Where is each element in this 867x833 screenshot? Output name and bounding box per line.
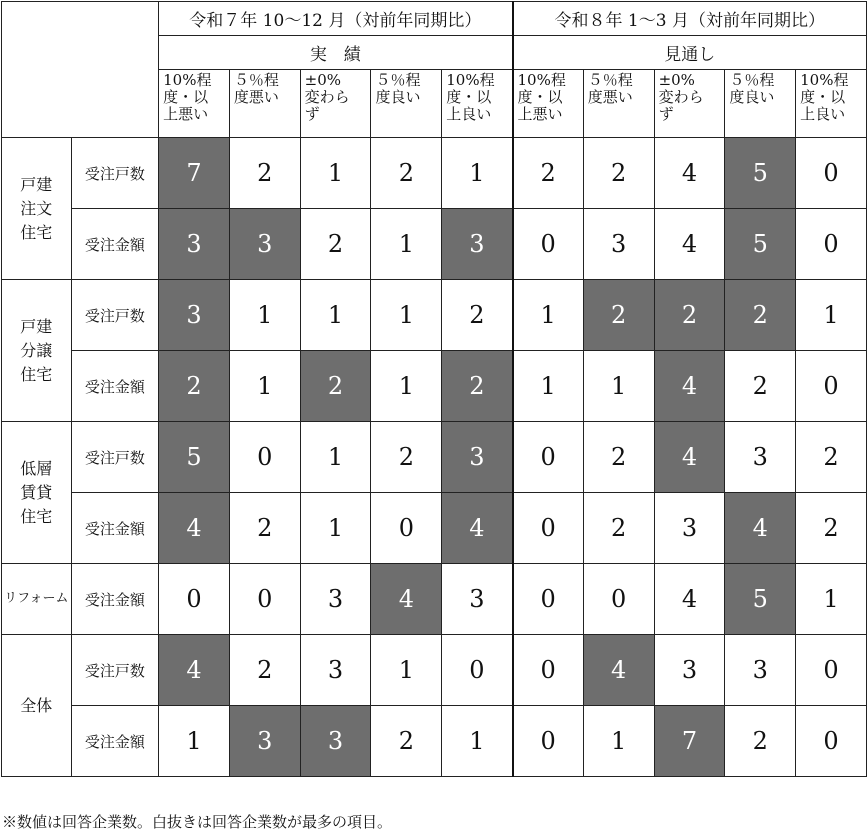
actual-count-cell: 4	[442, 493, 513, 564]
metric-label: 受注金額	[71, 564, 159, 635]
forecast-count-cell: 0	[513, 209, 584, 280]
actual-count-cell: 1	[300, 422, 371, 493]
forecast-count-cell: 4	[654, 351, 725, 422]
forecast-column-header: ５％程 度良い	[725, 70, 796, 138]
forecast-count-cell: 2	[583, 493, 654, 564]
actual-column-header: 10%程 度・以 上悪い	[159, 70, 230, 138]
forecast-column-header: 10%程 度・以 上悪い	[513, 70, 584, 138]
category-label: 戸建 注文 住宅	[2, 138, 72, 280]
forecast-count-cell: 2	[583, 138, 654, 209]
actual-count-cell: 1	[371, 351, 442, 422]
metric-label: 受注戸数	[71, 635, 159, 706]
forecast-count-cell: 0	[513, 706, 584, 777]
table-row	[2, 635, 867, 706]
actual-count-cell: 2	[229, 635, 300, 706]
actual-count-cell: 1	[300, 138, 371, 209]
actual-count-cell: 1	[229, 280, 300, 351]
actual-count-cell: 1	[442, 706, 513, 777]
actual-count-cell: 3	[159, 280, 230, 351]
actual-column-header: ±0% 変わら ず	[300, 70, 371, 138]
metric-label: 受注戸数	[71, 422, 159, 493]
metric-label: 受注戸数	[71, 280, 159, 351]
survey-table	[1, 1, 867, 777]
actual-count-cell: 2	[371, 422, 442, 493]
forecast-column-header: ±0% 変わら ず	[654, 70, 725, 138]
forecast-count-cell: 2	[796, 422, 867, 493]
actual-count-cell: 3	[229, 706, 300, 777]
metric-label: 受注金額	[71, 706, 159, 777]
forecast-count-cell: 0	[796, 209, 867, 280]
forecast-column-header: ５％程 度悪い	[583, 70, 654, 138]
metric-label: 受注金額	[71, 493, 159, 564]
forecast-count-cell: 3	[654, 635, 725, 706]
forecast-count-cell: 5	[725, 564, 796, 635]
actual-count-cell: 2	[229, 493, 300, 564]
actual-count-cell: 3	[300, 635, 371, 706]
actual-count-cell: 1	[229, 351, 300, 422]
forecast-count-cell: 1	[513, 351, 584, 422]
forecast-count-cell: 0	[513, 564, 584, 635]
forecast-label: 見通し	[513, 36, 867, 70]
actual-count-cell: 2	[229, 138, 300, 209]
actual-count-cell: 1	[159, 706, 230, 777]
forecast-count-cell: 2	[654, 280, 725, 351]
forecast-count-cell: 4	[654, 564, 725, 635]
forecast-count-cell: 2	[725, 706, 796, 777]
table-row	[2, 564, 867, 635]
forecast-count-cell: 0	[513, 635, 584, 706]
forecast-count-cell: 5	[725, 138, 796, 209]
forecast-count-cell: 5	[725, 209, 796, 280]
actual-count-cell: 2	[300, 209, 371, 280]
forecast-count-cell: 1	[513, 280, 584, 351]
forecast-count-cell: 4	[654, 209, 725, 280]
forecast-count-cell: 3	[583, 209, 654, 280]
forecast-count-cell: 2	[583, 280, 654, 351]
actual-count-cell: 1	[371, 635, 442, 706]
category-label: 低層 賃貸 住宅	[2, 422, 72, 564]
forecast-count-cell: 0	[796, 635, 867, 706]
actual-count-cell: 5	[159, 422, 230, 493]
actual-count-cell: 1	[442, 138, 513, 209]
forecast-count-cell: 3	[725, 635, 796, 706]
actual-count-cell: 1	[300, 280, 371, 351]
forecast-count-cell: 2	[513, 138, 584, 209]
actual-count-cell: 0	[159, 564, 230, 635]
actual-column-header: ５％程 度悪い	[229, 70, 300, 138]
actual-count-cell: 4	[159, 635, 230, 706]
actual-count-cell: 3	[300, 706, 371, 777]
forecast-count-cell: 0	[796, 706, 867, 777]
forecast-count-cell: 0	[583, 564, 654, 635]
table-row	[2, 351, 867, 422]
category-label: 全体	[2, 635, 72, 777]
actual-count-cell: 1	[371, 209, 442, 280]
category-label: リフォーム	[2, 564, 72, 635]
metric-label: 受注金額	[71, 209, 159, 280]
actual-count-cell: 2	[442, 351, 513, 422]
forecast-count-cell: 0	[796, 138, 867, 209]
actual-label: 実 績	[159, 36, 513, 70]
forecast-count-cell: 3	[654, 493, 725, 564]
forecast-count-cell: 2	[796, 493, 867, 564]
period-forecast: 令和８年 1～3 月（対前年同期比）	[513, 2, 867, 36]
actual-count-cell: 3	[159, 209, 230, 280]
forecast-count-cell: 4	[725, 493, 796, 564]
footnote: ※数値は回答企業数。白抜きは回答企業数が最多の項目。	[2, 813, 393, 831]
actual-count-cell: 1	[371, 280, 442, 351]
forecast-count-cell: 1	[796, 564, 867, 635]
actual-count-cell: 2	[371, 138, 442, 209]
corner-cell	[2, 2, 159, 138]
table-row	[2, 209, 867, 280]
actual-count-cell: 4	[159, 493, 230, 564]
actual-column-header: 10%程 度・以 上良い	[442, 70, 513, 138]
actual-count-cell: 0	[229, 422, 300, 493]
actual-count-cell: 3	[300, 564, 371, 635]
forecast-count-cell: 1	[583, 351, 654, 422]
actual-count-cell: 3	[229, 209, 300, 280]
actual-column-header: ５％程 度良い	[371, 70, 442, 138]
actual-count-cell: 2	[371, 706, 442, 777]
category-label: 戸建 分譲 住宅	[2, 280, 72, 422]
table-row	[2, 493, 867, 564]
actual-count-cell: 2	[159, 351, 230, 422]
forecast-count-cell: 0	[796, 351, 867, 422]
forecast-count-cell: 3	[725, 422, 796, 493]
metric-label: 受注戸数	[71, 138, 159, 209]
actual-count-cell: 2	[300, 351, 371, 422]
actual-count-cell: 1	[300, 493, 371, 564]
forecast-count-cell: 1	[796, 280, 867, 351]
actual-count-cell: 2	[442, 280, 513, 351]
actual-count-cell: 4	[371, 564, 442, 635]
forecast-count-cell: 7	[654, 706, 725, 777]
forecast-count-cell: 2	[725, 280, 796, 351]
forecast-count-cell: 1	[583, 706, 654, 777]
forecast-count-cell: 2	[583, 422, 654, 493]
forecast-count-cell: 4	[654, 138, 725, 209]
forecast-count-cell: 4	[654, 422, 725, 493]
forecast-count-cell: 0	[513, 422, 584, 493]
period-actual: 令和７年 10～12 月（対前年同期比）	[159, 2, 513, 36]
table-row	[2, 422, 867, 493]
forecast-count-cell: 4	[583, 635, 654, 706]
table-row	[2, 280, 867, 351]
table-row	[2, 706, 867, 777]
table-row	[2, 138, 867, 209]
metric-label: 受注金額	[71, 351, 159, 422]
forecast-count-cell: 2	[725, 351, 796, 422]
actual-count-cell: 3	[442, 209, 513, 280]
actual-count-cell: 0	[371, 493, 442, 564]
actual-count-cell: 0	[442, 635, 513, 706]
actual-count-cell: 3	[442, 564, 513, 635]
actual-count-cell: 7	[159, 138, 230, 209]
forecast-count-cell: 0	[513, 493, 584, 564]
forecast-column-header: 10%程 度・以 上良い	[796, 70, 867, 138]
actual-count-cell: 3	[442, 422, 513, 493]
actual-count-cell: 0	[229, 564, 300, 635]
